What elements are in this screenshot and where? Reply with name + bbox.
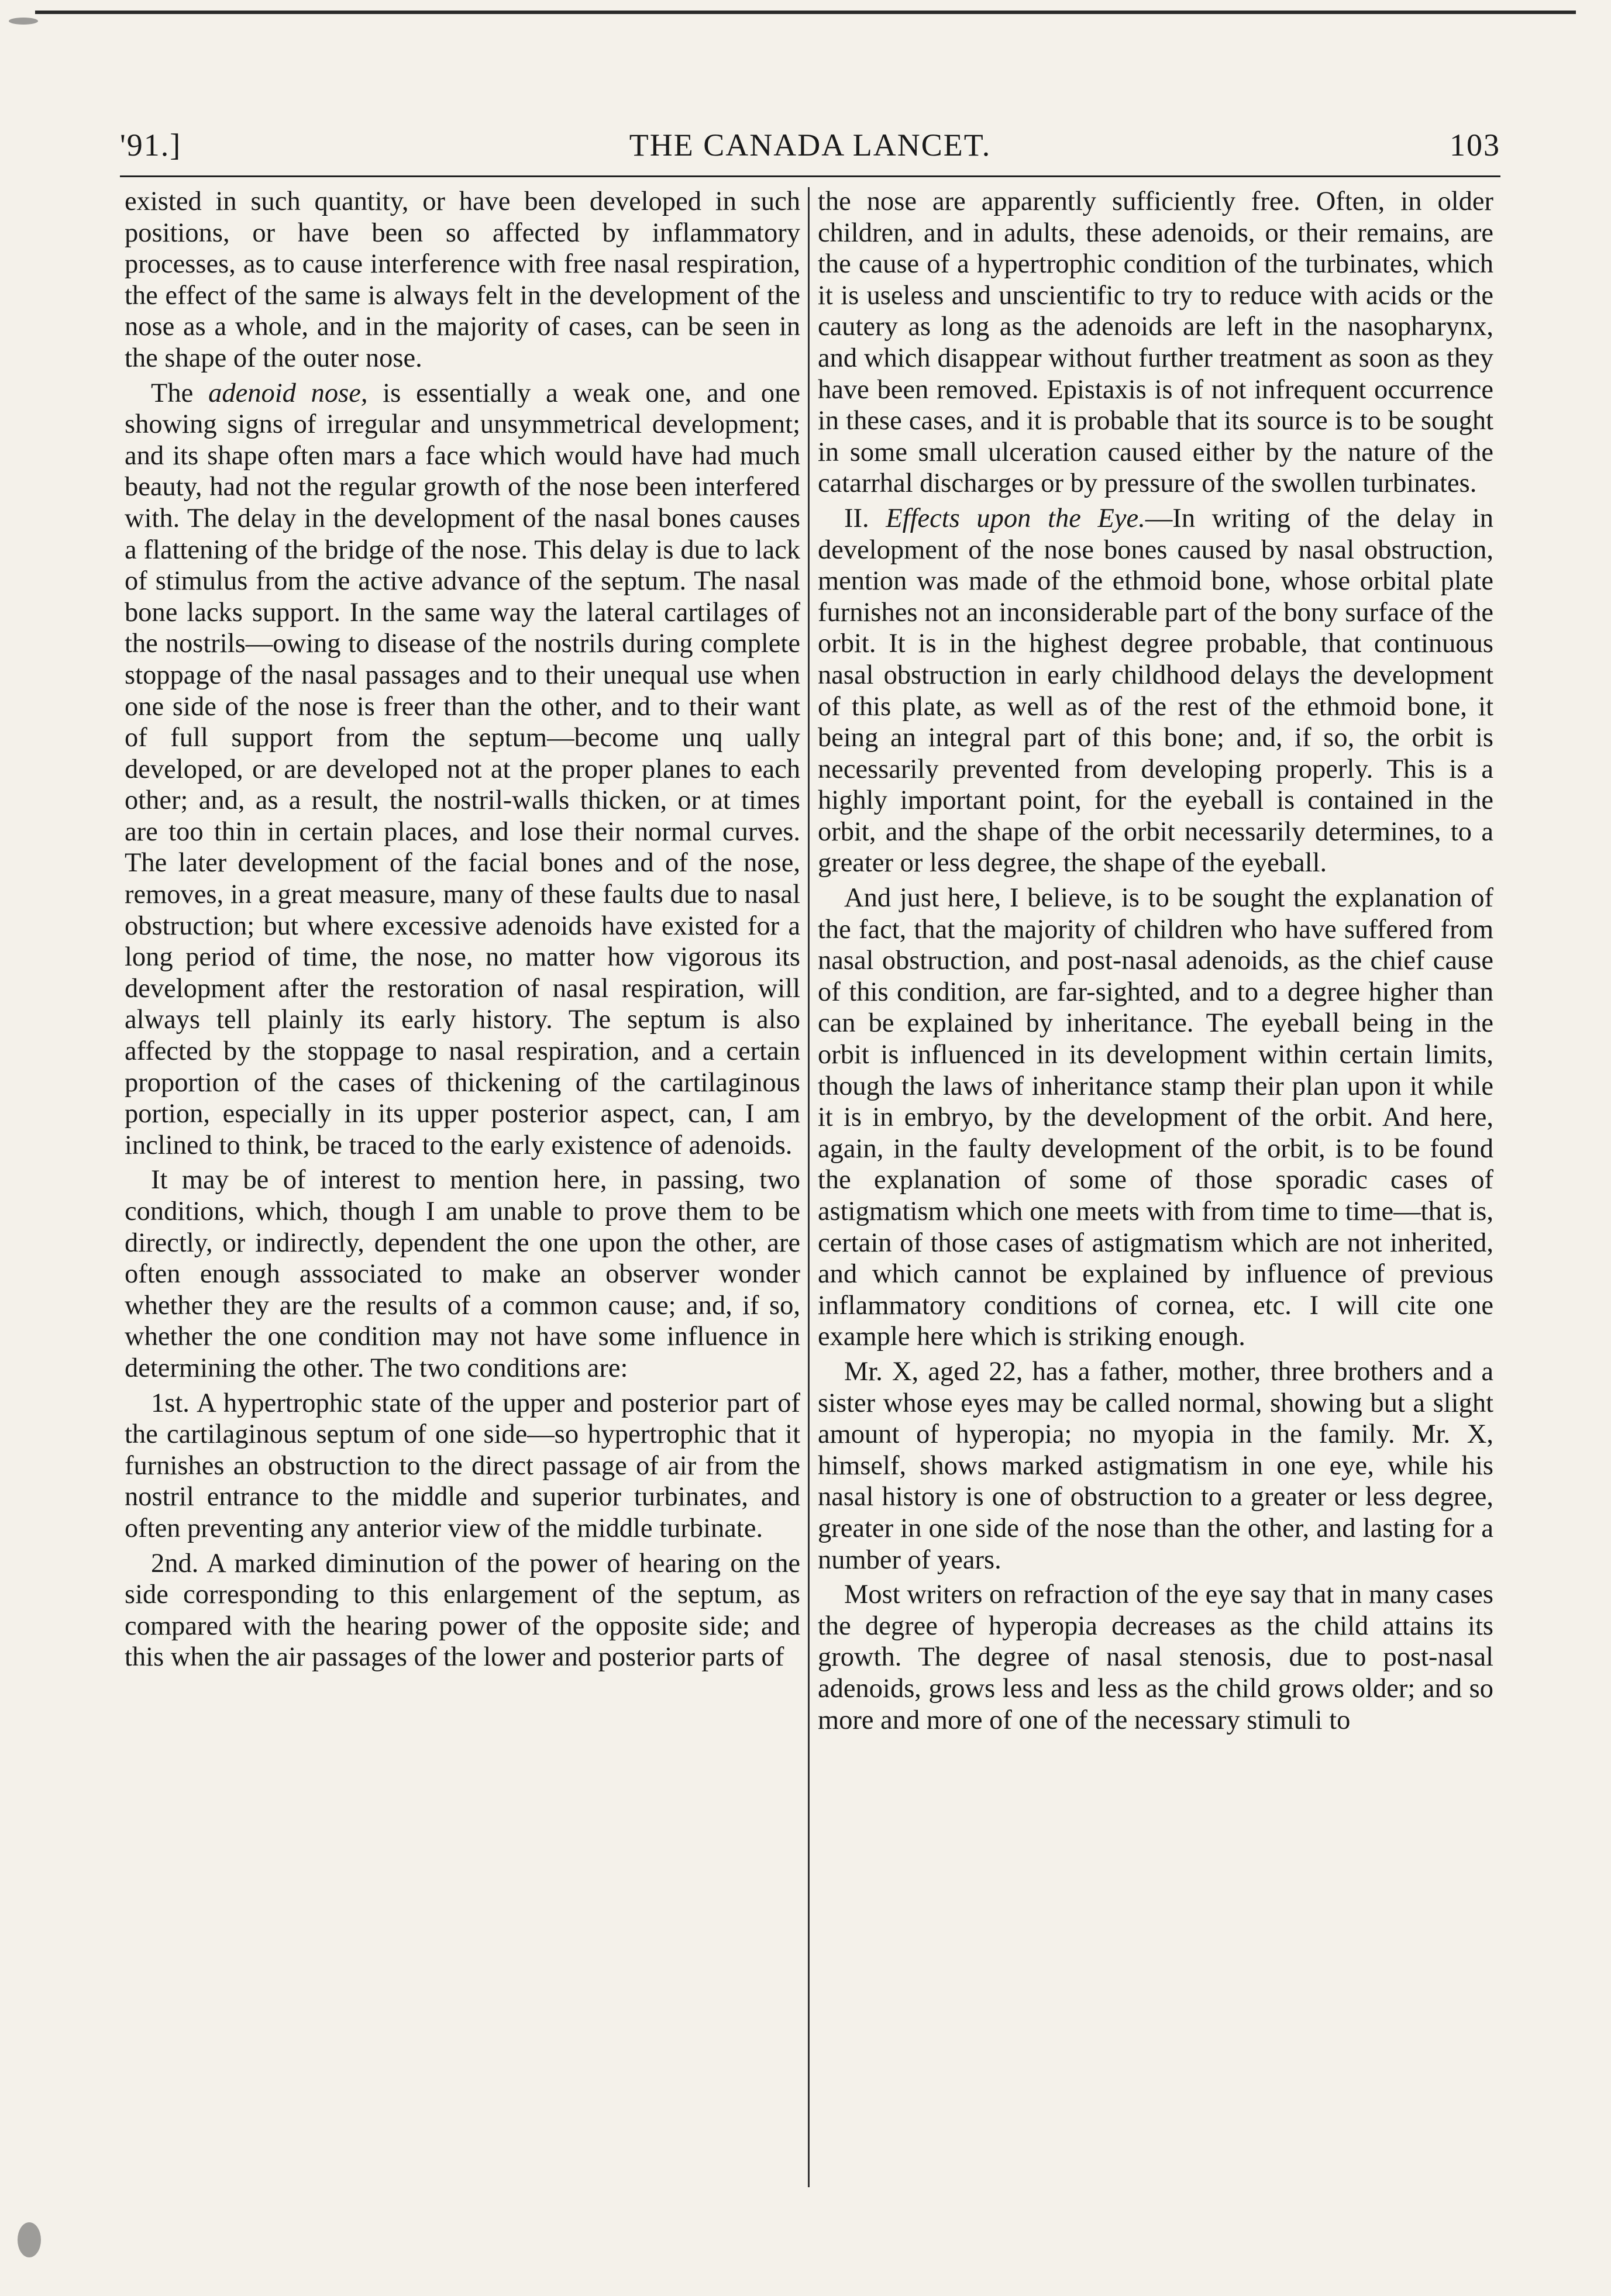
journal-title: THE CANADA LANCET. (629, 127, 992, 163)
scan-speck (18, 2222, 41, 2257)
column-divider (808, 187, 810, 2187)
header-year: '91.] (120, 127, 182, 163)
scan-edge-rule (35, 11, 1576, 14)
paragraph: the nose are apparently sufficiently free. Often, in older children, and in adults, these adenoids, or their remains, are the cause of a hypertrophic condition of the turbinates, which it is useless and unscientific to try to reduce with acids or the cautery as long as the adenoids are left in the nasopharynx, and which disappear without further treatment as soon as they have been removed. Epistaxis is of not infrequent occurrence in these cases, and it is probable that its source is to be sought in some small ulceration caused either by the nature of the catarrhal discharges or by pressure of the swollen turbinates. (818, 187, 1493, 499)
left-column (125, 186, 800, 2192)
paragraph-condition-1: 1st. A hypertrophic state of the upper and posterior part of the cartilaginous septum of one side—so hypertrophic that it furnishes an obstruction to the direct passage of air from the nostril entrance to the middle and superior turbinates, and often preventing any anterior view of the middle turbinate. (125, 1388, 800, 1543)
paragraph-effects-eye: II. Effects upon the Eye.—In writing of the delay in development of the nose bones caused by nasal obstruction, mention was made of the ethmoid bone, whose orbital plate furnishes not an inconsiderable part of the bony surface of the orbit. It is in the highest degree probable, that continuous nasal obstruction in early childhood delays the development of this plate, as well as of the rest of the ethmoid bone, it being an integral part of this bone; and, if so, the orbit is necessarily prevented from developing properly. This is a highly important point, for the eyeball is contained in the orbit, and the shape of the orbit necessarily determines, to a greater or less degree, the shape of the eyeball. (818, 503, 1493, 878)
italic-term: adenoid nose, (208, 378, 368, 408)
running-header (120, 120, 1500, 173)
section-heading-italic: Effects upon the Eye. (886, 503, 1145, 533)
paragraph: And just here, I believe, is to be sought the explanation of the fact, that the majority of children who have suffered from nasal obstruction, and post-nasal adenoids, as the chief cause of this condition, are far-sighted, and to a degree higher than can be explained by inheritance. The eyeball being in the orbit is influenced in its development within certain limits, though the laws of inheritance stamp their plan upon it while it is in embryo, by the development of the orbit. And here, again, in the faulty development of the orbit, is to be found the explanation of some of those sporadic cases of astigmatism which one meets with from time to time—that is, certain of those cases of astigmatism which are not inherited, and which cannot be explained by influence of previous inflammatory conditions of cornea, etc. I will cite one example here which is striking enough. (818, 883, 1493, 1352)
page-number: 103 (1450, 127, 1500, 163)
paragraph: It may be of interest to mention here, in passing, two conditions, which, though I am unable to prove them to be directly, or indirectly, dependent the one upon the other, are often enough asssociated to make an observer wonder whether they are the results of a common cause; and, if so, whether the one condition may not have some influence in determining the other. The two conditions are: (125, 1165, 800, 1383)
paragraph-condition-2: 2nd. A marked diminution of the power of hearing on the side corresponding to this enlargement of the septum, as compared with the hearing power of the opposite side; and this when the air passages of the lower and posterior parts of (125, 1548, 800, 1673)
paragraph: Most writers on refraction of the eye say that in many cases the degree of hyperopia decreases as the child attains its growth. The degree of nasal stenosis, due to post-nasal adenoids, grows less and less as the child grows older; and so more and more of one of the necessary stimuli to (818, 1580, 1493, 1735)
header-rule (120, 175, 1500, 177)
paragraph: existed in such quantity, or have been developed in such positions, or have been so affected by inflammatory processes, as to cause interference with free nasal respiration, the effect of the same is always felt in the development of the nose as a whole, and in the majority of cases, can be seen in the shape of the outer nose. (125, 187, 800, 373)
paragraph-adenoid-nose: The adenoid nose, is essentially a weak one, and one showing signs of irregular and unsymmetrical development; and its shape often mars a face which would have had much beauty, had not the regular growth of the nose been interfered with. The delay in the development of the nasal bones causes a flattening of the bridge of the nose. This delay is due to lack of stimulus from the active advance of the septum. The nasal bone lacks support. In the same way the lateral cartilages of the nostrils—owing to disease of the nostrils during complete stoppage of the nasal passages and to their unequal use when one side of the nose is freer than the other, and to their want of full support from the septum—become unq ually developed, or are developed not at the proper planes to each other; and, as a result, the nostril-walls thicken, or at times are too thin in certain places, and lose their normal curves. The later development of the facial bones and of the nose, removes, in a great measure, many of these faults due to nasal obstruction; but where excessive adenoids have existed for a long period of time, the nose, no matter how vigorous its development after the restoration of nasal respiration, will always tell plainly its early history. The septum is also affected by the stoppage to nasal respiration, and a certain proportion of the cases of thickening of the cartilaginous portion, especially in its upper posterior aspect, can, I am inclined to think, be traced to the early existence of adenoids. (125, 378, 800, 1160)
scan-speck (9, 18, 38, 25)
paragraph-case-mr-x: Mr. X, aged 22, has a father, mother, three brothers and a sister whose eyes may be called normal, showing but a slight amount of hyperopia; no myopia in the family. Mr. X, himself, shows marked astigmatism in one eye, while his nasal history is one of obstruction to a greater or less degree, greater in one side of the nose than the other, and lasting for a number of years. (818, 1356, 1493, 1575)
right-column (818, 186, 1493, 2192)
